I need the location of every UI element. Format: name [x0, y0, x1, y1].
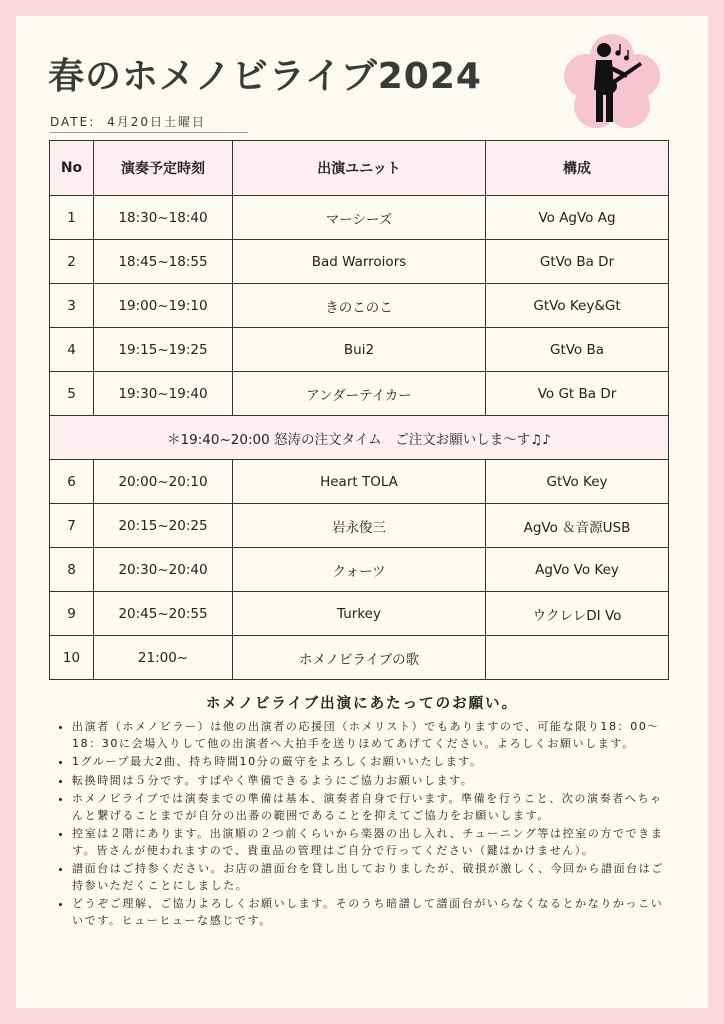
date-value: 4月20日土曜日: [107, 115, 206, 129]
row-time: 20:30~20:40: [94, 548, 233, 592]
header-unit: 出演ユニット: [233, 141, 486, 196]
break-announcement: ＊19:40~20:00 怒涛の注文タイム ご注文お願いしま〜す♫♪: [50, 416, 669, 460]
row-time: 20:15~20:25: [94, 504, 233, 548]
row-composition: ウクレレDI Vo: [486, 592, 669, 636]
list-item: • ホメノビライブでは演奏までの準備は基本、演奏者自身で行います。準備を行うこと、次の演奏者へちゃんと繋げることまでが自分の出番の範囲であることを抑えてご協力をお願いします。: [72, 791, 668, 824]
page-title: 春のホメノビライブ2024: [48, 56, 482, 97]
row-time: 19:15~19:25: [94, 328, 233, 372]
row-time: 18:30~18:40: [94, 196, 233, 240]
row-no: 1: [50, 196, 94, 240]
row-composition: Vo AgVo Ag: [486, 196, 669, 240]
row-composition: GtVo Key: [486, 460, 669, 504]
date-label: DATE:: [50, 115, 96, 129]
table-header-row: [50, 141, 669, 196]
row-time: 20:00~20:10: [94, 460, 233, 504]
row-composition: Vo Gt Ba Dr: [486, 372, 669, 416]
row-time: 19:00~19:10: [94, 284, 233, 328]
row-unit: 岩永俊三: [233, 504, 486, 548]
row-unit: マーシーズ: [233, 196, 486, 240]
list-item: • 控室は２階にあります。出演順の２つ前くらいから楽器の出し入れ、チューニング等は控室の方でできます。皆さんが使われますので、貴重品の管理はご自分で行ってください（鍵はかけません）。: [72, 826, 668, 859]
row-no: 9: [50, 592, 94, 636]
table-row: [50, 196, 669, 240]
table-row: [50, 504, 669, 548]
row-unit: Turkey: [233, 592, 486, 636]
table-row: [50, 240, 669, 284]
header-time: 演奏予定時刻: [94, 141, 233, 196]
row-time: 18:45~18:55: [94, 240, 233, 284]
table-row: [50, 548, 669, 592]
schedule-table: [49, 140, 669, 680]
list-item: • 1グループ最大2曲、持ち時間10分の厳守をよろしくお願いいたします。: [72, 754, 668, 771]
row-unit: アンダーテイカー: [233, 372, 486, 416]
row-no: 5: [50, 372, 94, 416]
list-item: • 転換時間は５分です。すばやく準備できるようにご協力お願いします。: [72, 773, 668, 790]
row-unit: Heart TOLA: [233, 460, 486, 504]
row-no: 10: [50, 636, 94, 680]
table-row: [50, 372, 669, 416]
table-row: [50, 592, 669, 636]
row-no: 8: [50, 548, 94, 592]
row-composition: AgVo Vo Key: [486, 548, 669, 592]
row-unit: Bad Warroiors: [233, 240, 486, 284]
row-time: 19:30~19:40: [94, 372, 233, 416]
header-no: No: [50, 141, 94, 196]
row-composition: GtVo Ba: [486, 328, 669, 372]
row-time: 20:45~20:55: [94, 592, 233, 636]
row-unit: ホメノビライブの歌: [233, 636, 486, 680]
row-no: 3: [50, 284, 94, 328]
list-item: • どうぞご理解、ご協力よろしくお願いします。そのうち暗譜して譜面台がいらなくなるとかなりかっこいいです。ヒューヒューな感じです。: [72, 896, 668, 929]
row-unit: クォーツ: [233, 548, 486, 592]
table-row: [50, 328, 669, 372]
row-composition: GtVo Key&Gt: [486, 284, 669, 328]
row-composition: [486, 636, 669, 680]
break-row: [50, 416, 669, 460]
row-time: 21:00~: [94, 636, 233, 680]
row-unit: きのこのこ: [233, 284, 486, 328]
row-no: 2: [50, 240, 94, 284]
list-item: • 出演者（ホメノビラー）は他の出演者の応援団（ホメリスト）でもありますので、可能な限り18：00〜18：30に会場入りして他の出演者へ大拍手を送りほめてあげてください。よろしくお願いします。: [72, 719, 668, 752]
date-line: [50, 113, 248, 133]
header-composition: 構成: [486, 141, 669, 196]
row-no: 7: [50, 504, 94, 548]
notice-section: [56, 692, 668, 931]
guitarist-blossom-icon: [560, 30, 664, 134]
notice-list: [56, 719, 668, 929]
row-no: 4: [50, 328, 94, 372]
row-no: 6: [50, 460, 94, 504]
row-unit: Bui2: [233, 328, 486, 372]
table-row: [50, 284, 669, 328]
notice-title: ホメノビライブ出演にあたってのお願い。: [205, 696, 519, 712]
table-row: [50, 636, 669, 680]
row-composition: GtVo Ba Dr: [486, 240, 669, 284]
row-composition: AgVo ＆音源USB: [486, 504, 669, 548]
table-row: [50, 460, 669, 504]
list-item: • 譜面台はご持参ください。お店の譜面台を貸し出しておりましたが、破損が激しく、今回から譜面台はご持参いただくことにしました。: [72, 861, 668, 894]
